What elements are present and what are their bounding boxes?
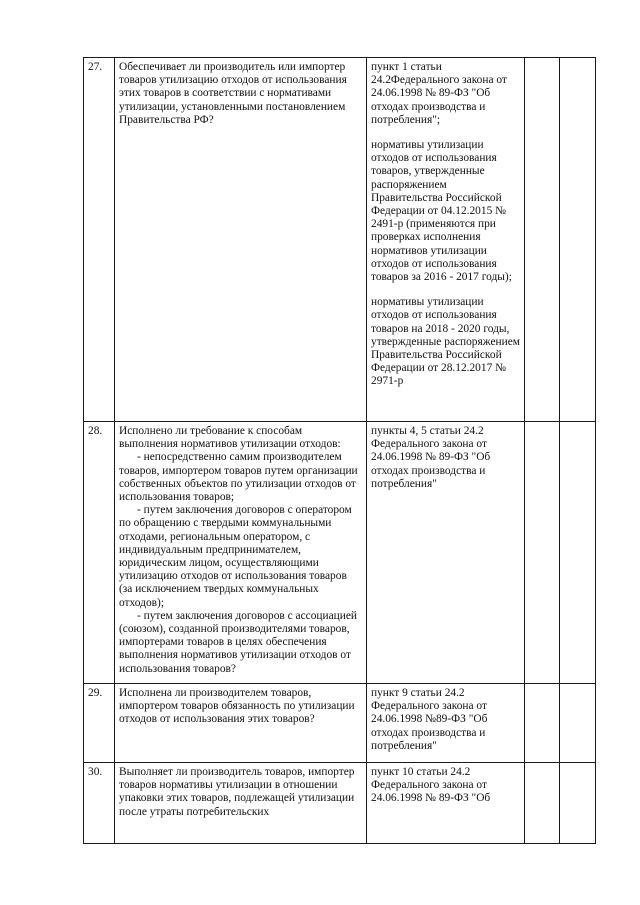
legal-basis-cell [367, 422, 525, 684]
question-list-item: - путем заключения договоров с ассоциацией (союзом), созданной производителями товаров, импортерами товаров в целях обеспечения выполнения нормативов утилизации отходов от использования товаров? [119, 609, 357, 675]
answer-cell-1 [525, 422, 560, 684]
legal-basis-paragraph: пункт 1 статьи 24.2Федерального закона от 24.06.1998 № 89-ФЗ "Об отходах производства и потребления"; [371, 61, 507, 126]
answer-cell-1 [525, 58, 560, 422]
legal-basis-cell [367, 763, 525, 844]
question-list-item: - путем заключения договоров с оператором по обращению с твердыми коммунальными отходами, региональным оператором, с индивидуальным предпринимателем, юридическим лицом, осуществляющими утилизацию отходов от использования товаров (за исключением твердых коммунальных отходов); [119, 504, 352, 609]
table-row [84, 763, 596, 844]
legal-basis-paragraph: пункты 4, 5 статьи 24.2 Федерального закона от 24.06.1998 № 89-ФЗ "Об отходах производства и потребления" [371, 425, 491, 490]
question-text: Исполнена ли производителем товаров, импортером товаров обязанность по утилизации отходов от использования этих товаров? [119, 687, 355, 726]
table-row [84, 58, 596, 422]
question-text: Исполнено ли требование к способам выполнения нормативов утилизации отходов: [119, 425, 341, 451]
question-cell [115, 422, 367, 684]
checklist-table [83, 57, 596, 844]
row-number: 29. [84, 684, 115, 763]
legal-basis-cell [367, 58, 525, 422]
question-text: Обеспечивает ли производитель или импортер товаров утилизацию отходов от использования этих товаров в соответствии с нормативами утилизации, установленными постановлением Правительства РФ? [119, 61, 347, 126]
answer-cell-2 [560, 422, 596, 684]
row-number: 28. [84, 422, 115, 684]
question-cell [115, 763, 367, 844]
row-number: 30. [84, 763, 115, 844]
table-row [84, 684, 596, 763]
legal-basis-paragraph: нормативы утилизации отходов от использования товаров, утвержденные распоряжением Правительства Российской Федерации от 04.12.2015 № 2491-р (применяются при проверках исполнения нормативов утилизации отходов от использования товаров за 2016 - 2017 годы); [371, 139, 512, 284]
legal-basis-cell [367, 684, 525, 763]
row-number: 27. [84, 58, 115, 422]
legal-basis-paragraph: пункт 10 статьи 24.2 Федерального закона от 24.06.1998 № 89-ФЗ "Об [371, 766, 491, 805]
question-cell [115, 58, 367, 422]
answer-cell-1 [525, 684, 560, 763]
table-row [84, 422, 596, 684]
question-text: Выполняет ли производитель товаров, импортер товаров нормативы утилизации в отношении упаковки этих товаров, подлежащей утилизации после утраты потребительских [119, 766, 355, 818]
answer-cell-2 [560, 684, 596, 763]
question-list-item: - непосредственно самим производителем товаров, импортером товаров путем организации собственных объектов по утилизации отходов от использования товаров; [119, 451, 358, 504]
question-cell [115, 684, 367, 763]
legal-basis-paragraph: нормативы утилизации отходов от использования товаров на 2018 - 2020 годы, утвержденные распоряжением Правительства Российской Федерации от 28.12.2017 № 2971-р [371, 296, 520, 388]
legal-basis-paragraph: пункт 9 статьи 24.2 Федерального закона от 24.06.1998 №89-ФЗ "Об отходах производства и потребления" [371, 687, 488, 752]
answer-cell-2 [560, 763, 596, 844]
answer-cell-1 [525, 763, 560, 844]
answer-cell-2 [560, 58, 596, 422]
